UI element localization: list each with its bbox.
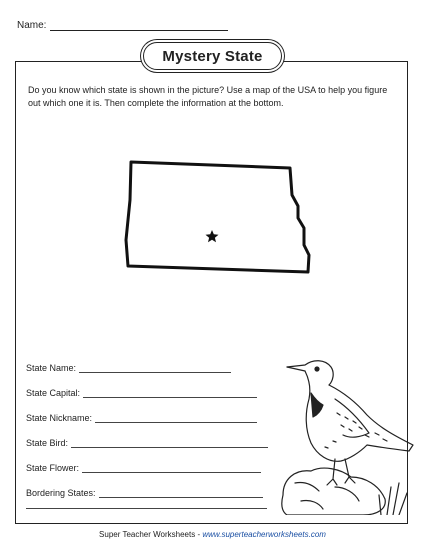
answer-line[interactable] bbox=[99, 489, 263, 498]
field-label: State Nickname: bbox=[26, 413, 93, 423]
state-outline bbox=[126, 162, 309, 272]
footer-text: Super Teacher Worksheets - bbox=[99, 530, 203, 539]
field-state-flower bbox=[26, 448, 268, 473]
name-label: Name: bbox=[17, 20, 47, 31]
answer-line-extra[interactable] bbox=[26, 508, 267, 509]
field-label: State Flower: bbox=[26, 463, 80, 473]
field-label: Bordering States: bbox=[26, 488, 96, 498]
answer-line[interactable] bbox=[71, 439, 268, 448]
field-state-name bbox=[26, 348, 268, 373]
meadowlark-bird-icon bbox=[275, 355, 420, 515]
answer-line[interactable] bbox=[95, 414, 257, 423]
field-label: State Bird: bbox=[26, 438, 69, 448]
page-title-text: Mystery State bbox=[162, 47, 263, 65]
star-icon bbox=[206, 230, 219, 242]
field-state-capital bbox=[26, 373, 268, 398]
answer-line[interactable] bbox=[79, 364, 231, 373]
field-bordering-states bbox=[26, 473, 268, 498]
answer-line[interactable] bbox=[82, 464, 261, 473]
answer-line[interactable] bbox=[83, 389, 257, 398]
instructions-text: Do you know which state is shown in the picture? Use a map of the USA to help you figure out which one it is. Then complete the information at the bottom. bbox=[28, 85, 388, 108]
field-label: State Name: bbox=[26, 363, 77, 373]
info-fields bbox=[26, 348, 268, 498]
footer-link[interactable]: www.superteacherworksheets.com bbox=[202, 530, 326, 539]
footer bbox=[0, 530, 425, 539]
field-state-bird bbox=[26, 423, 268, 448]
field-state-nickname bbox=[26, 398, 268, 423]
field-label: State Capital: bbox=[26, 388, 81, 398]
